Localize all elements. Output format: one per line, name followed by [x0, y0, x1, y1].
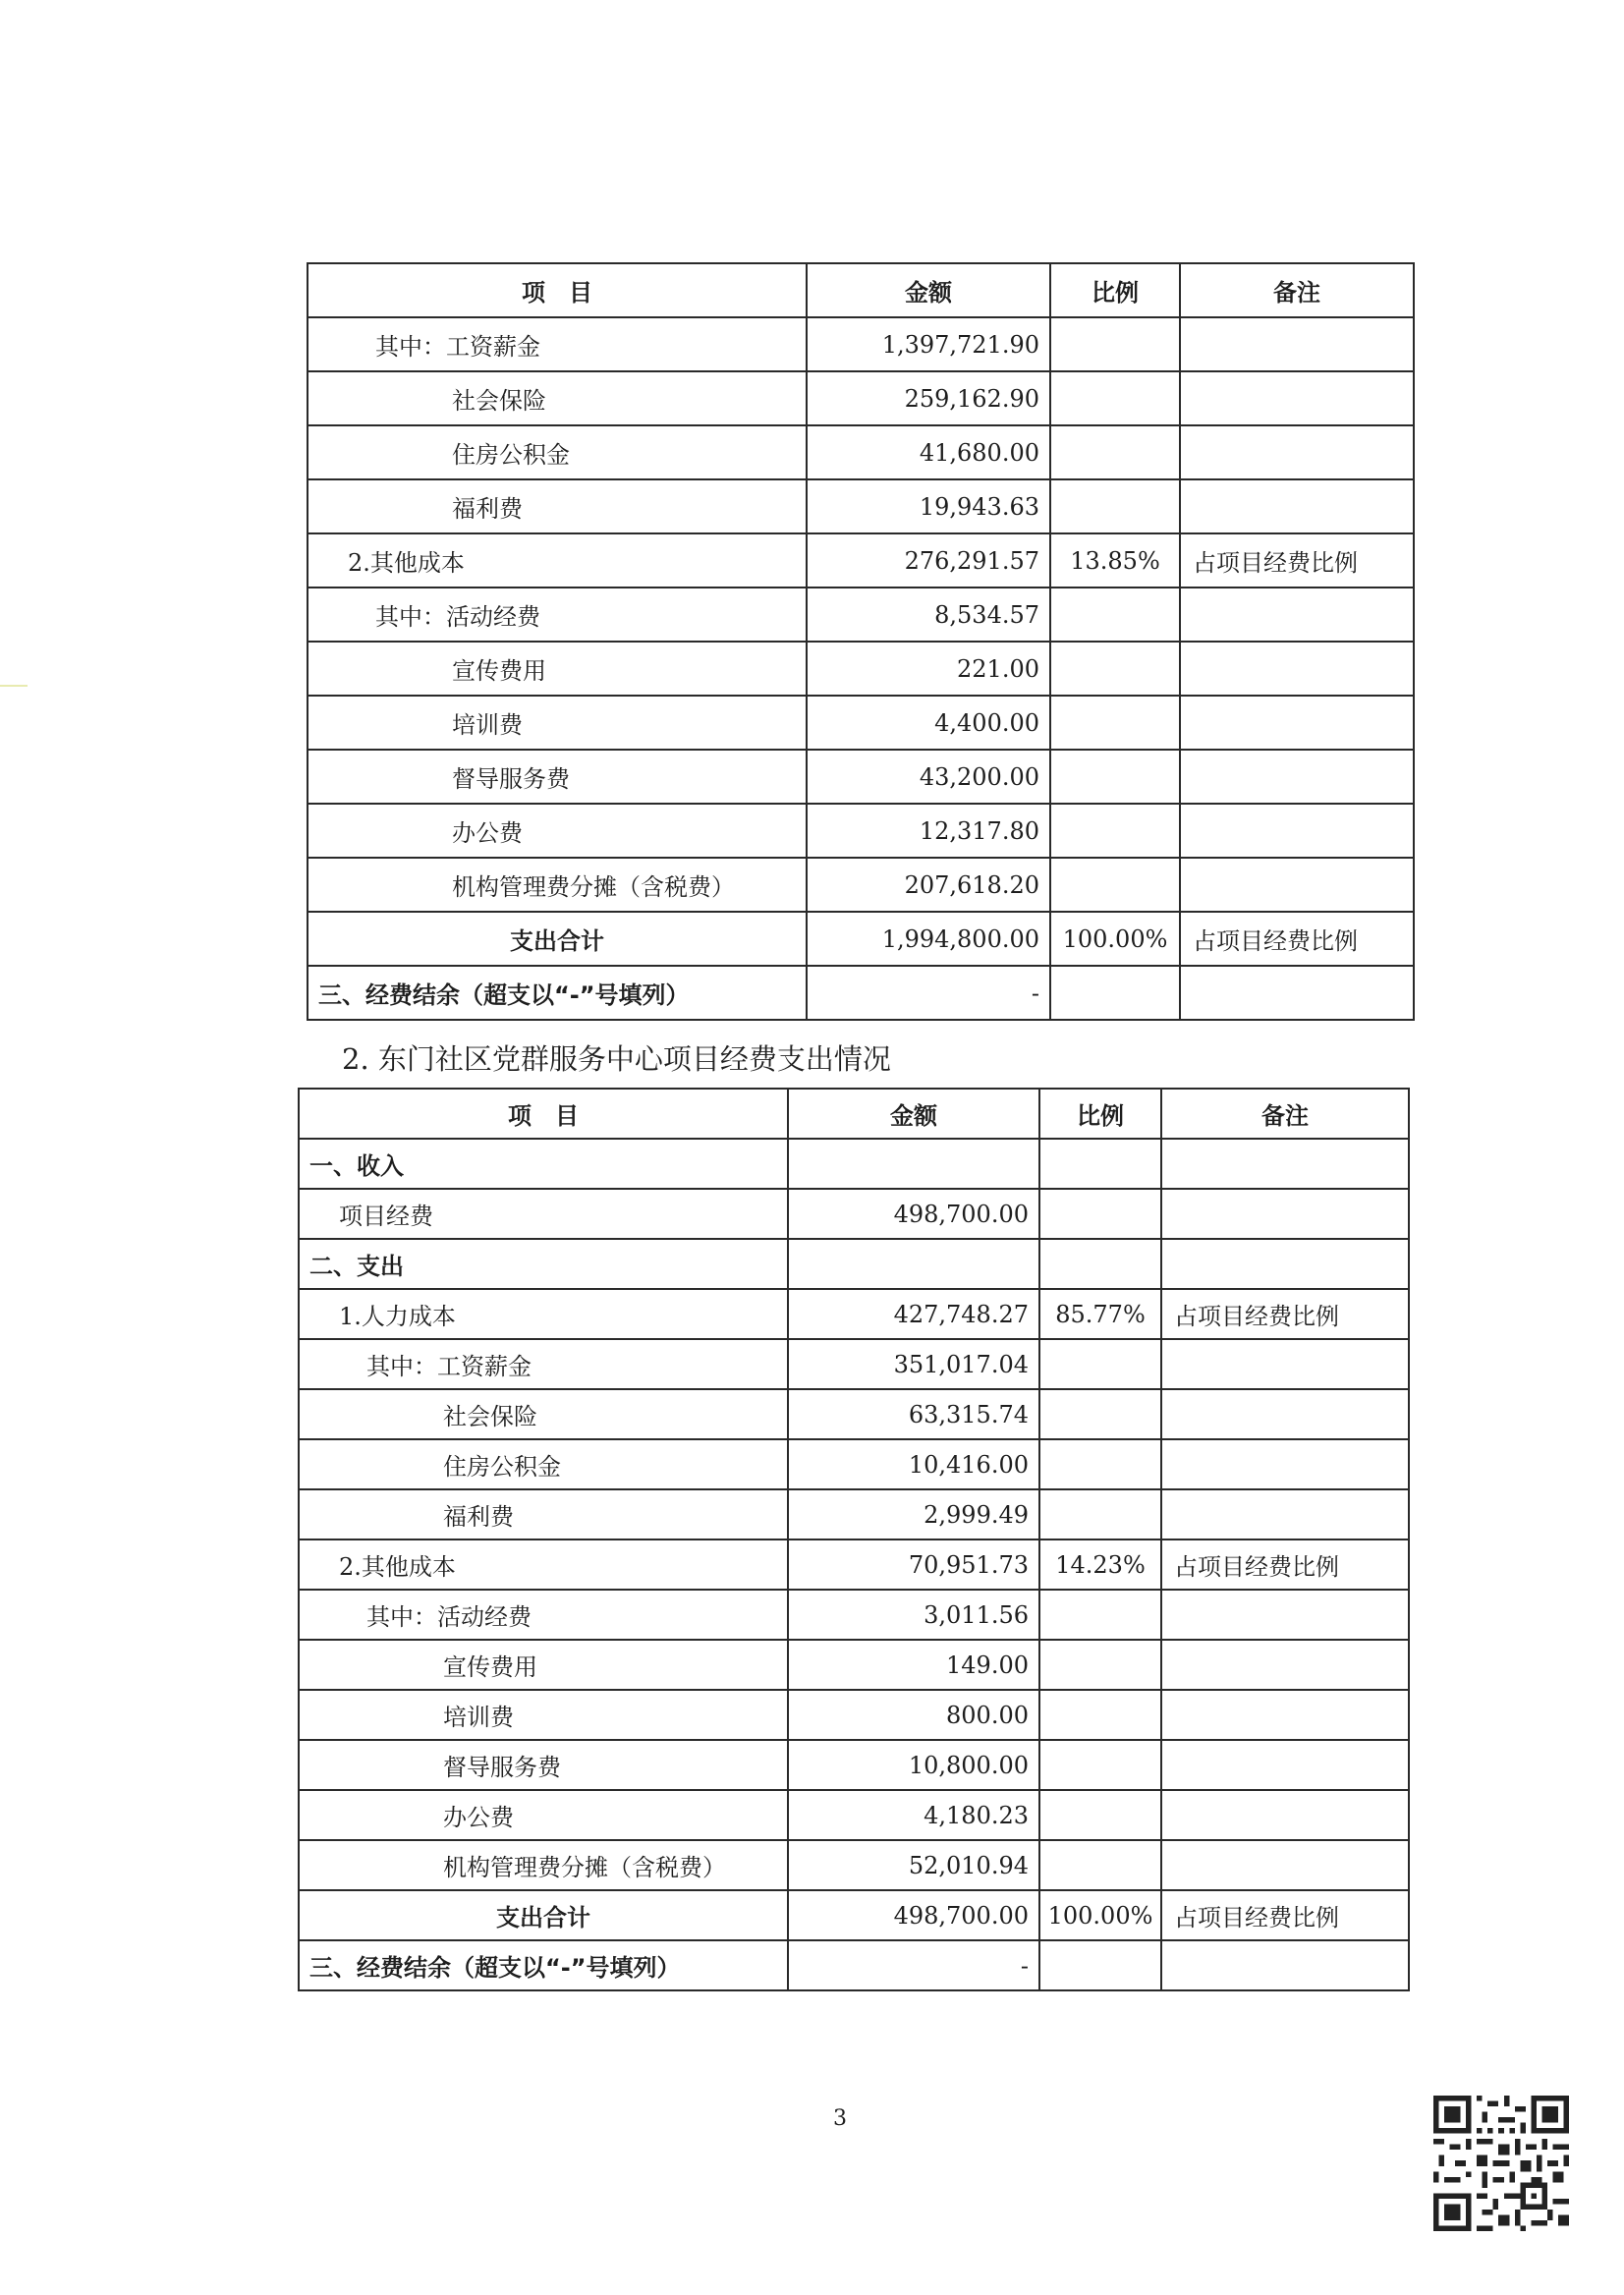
row-item: 项目经费 — [299, 1189, 788, 1239]
table-row — [308, 804, 1414, 858]
row-amount: 43,200.00 — [807, 750, 1050, 804]
row-note — [1161, 1690, 1409, 1740]
row-item: 住房公积金 — [299, 1439, 788, 1489]
row-item: 机构管理费分摊（含税费） — [299, 1840, 788, 1890]
row-item: 培训费 — [299, 1690, 788, 1740]
row-note — [1180, 588, 1414, 642]
row-note — [1161, 1389, 1409, 1439]
row-ratio — [1050, 371, 1180, 425]
row-note: 占项目经费比例 — [1180, 533, 1414, 588]
section-title: 2. 东门社区党群服务中心项目经费支出情况 — [342, 1042, 891, 1076]
table-header-row — [299, 1089, 1409, 1139]
row-amount: 259,162.90 — [807, 371, 1050, 425]
header-amount: 金额 — [788, 1089, 1039, 1139]
row-note — [1161, 1489, 1409, 1539]
header-item: 项 目 — [308, 263, 807, 317]
row-note — [1161, 1740, 1409, 1790]
row-amount: 10,800.00 — [788, 1740, 1039, 1790]
row-amount: 149.00 — [788, 1640, 1039, 1690]
row-amount: 63,315.74 — [788, 1389, 1039, 1439]
row-item: 督导服务费 — [308, 750, 807, 804]
row-item: 其中：活动经费 — [308, 588, 807, 642]
table-row-balance — [299, 1940, 1409, 1990]
row-ratio — [1039, 1940, 1161, 1990]
row-note — [1161, 1790, 1409, 1840]
row-item: 宣传费用 — [299, 1640, 788, 1690]
row-note — [1180, 479, 1414, 533]
row-note — [1161, 1840, 1409, 1890]
row-amount: 498,700.00 — [788, 1890, 1039, 1940]
row-item: 机构管理费分摊（含税费） — [308, 858, 807, 912]
row-item: 二、支出 — [299, 1239, 788, 1289]
table-row-total — [299, 1890, 1409, 1940]
table-row — [299, 1690, 1409, 1740]
table-row — [308, 696, 1414, 750]
row-ratio — [1039, 1790, 1161, 1840]
row-ratio — [1039, 1489, 1161, 1539]
row-amount — [788, 1239, 1039, 1289]
row-item: 社会保险 — [308, 371, 807, 425]
row-item: 办公费 — [308, 804, 807, 858]
table-row — [308, 371, 1414, 425]
row-amount — [788, 1139, 1039, 1189]
row-ratio: 14.23% — [1039, 1539, 1161, 1590]
row-item: 社会保险 — [299, 1389, 788, 1439]
table-row — [308, 425, 1414, 479]
row-ratio — [1050, 750, 1180, 804]
row-ratio — [1050, 479, 1180, 533]
table-row — [308, 858, 1414, 912]
row-ratio — [1050, 642, 1180, 696]
row-ratio — [1039, 1740, 1161, 1790]
row-note — [1180, 371, 1414, 425]
row-item: 督导服务费 — [299, 1740, 788, 1790]
row-ratio — [1039, 1590, 1161, 1640]
row-item: 支出合计 — [299, 1890, 788, 1940]
table-row — [308, 588, 1414, 642]
table-row — [299, 1740, 1409, 1790]
row-amount: 221.00 — [807, 642, 1050, 696]
row-amount: 4,180.23 — [788, 1790, 1039, 1840]
row-amount: 4,400.00 — [807, 696, 1050, 750]
table-row — [299, 1539, 1409, 1590]
table-row — [299, 1790, 1409, 1840]
table-row — [299, 1289, 1409, 1339]
row-ratio: 100.00% — [1039, 1890, 1161, 1940]
row-note — [1161, 1189, 1409, 1239]
header-note: 备注 — [1180, 263, 1414, 317]
row-amount: 498,700.00 — [788, 1189, 1039, 1239]
row-amount: 207,618.20 — [807, 858, 1050, 912]
row-ratio — [1039, 1139, 1161, 1189]
table-header-row — [308, 263, 1414, 317]
table-row — [308, 479, 1414, 533]
header-ratio: 比例 — [1050, 263, 1180, 317]
row-amount: 351,017.04 — [788, 1339, 1039, 1389]
row-note — [1180, 858, 1414, 912]
table-row — [299, 1590, 1409, 1640]
row-item: 住房公积金 — [308, 425, 807, 479]
row-item: 2.其他成本 — [299, 1539, 788, 1590]
row-ratio — [1050, 858, 1180, 912]
row-note — [1161, 1590, 1409, 1640]
table-row — [299, 1139, 1409, 1189]
row-item: 其中：工资薪金 — [299, 1339, 788, 1389]
header-amount: 金额 — [807, 263, 1050, 317]
row-ratio — [1039, 1239, 1161, 1289]
row-ratio — [1039, 1189, 1161, 1239]
row-amount: 3,011.56 — [788, 1590, 1039, 1640]
table-row — [299, 1489, 1409, 1539]
row-note — [1180, 750, 1414, 804]
row-ratio — [1050, 317, 1180, 371]
row-note — [1180, 642, 1414, 696]
row-amount: 19,943.63 — [807, 479, 1050, 533]
row-amount: - — [788, 1940, 1039, 1990]
table-row — [308, 317, 1414, 371]
row-amount: 2,999.49 — [788, 1489, 1039, 1539]
row-note — [1161, 1239, 1409, 1289]
table-row — [308, 750, 1414, 804]
row-ratio — [1050, 804, 1180, 858]
row-ratio — [1039, 1690, 1161, 1740]
row-ratio — [1039, 1389, 1161, 1439]
table-row — [299, 1840, 1409, 1890]
row-amount: - — [807, 966, 1050, 1020]
row-item: 三、经费结余（超支以“-”号填列） — [308, 966, 807, 1020]
row-note — [1161, 1439, 1409, 1489]
table-row-total — [308, 912, 1414, 966]
page-number: 3 — [833, 2106, 847, 2131]
row-amount: 52,010.94 — [788, 1840, 1039, 1890]
row-item: 一、收入 — [299, 1139, 788, 1189]
table-row-balance — [308, 966, 1414, 1020]
row-note — [1161, 1139, 1409, 1189]
header-ratio: 比例 — [1039, 1089, 1161, 1139]
row-note: 占项目经费比例 — [1161, 1289, 1409, 1339]
table-row — [299, 1640, 1409, 1690]
row-ratio — [1050, 425, 1180, 479]
row-note — [1180, 425, 1414, 479]
table-row — [308, 533, 1414, 588]
row-note — [1161, 1640, 1409, 1690]
row-amount: 12,317.80 — [807, 804, 1050, 858]
row-ratio — [1039, 1439, 1161, 1489]
scan-edge-mark — [0, 685, 28, 687]
row-amount: 1,397,721.90 — [807, 317, 1050, 371]
row-item: 2.其他成本 — [308, 533, 807, 588]
table-row — [299, 1389, 1409, 1439]
row-item: 支出合计 — [308, 912, 807, 966]
qr-code-icon — [1433, 2096, 1569, 2231]
row-note — [1180, 696, 1414, 750]
row-amount: 8,534.57 — [807, 588, 1050, 642]
row-ratio: 100.00% — [1050, 912, 1180, 966]
expense-table-dongmen — [298, 1088, 1410, 1991]
row-amount: 10,416.00 — [788, 1439, 1039, 1489]
row-item: 三、经费结余（超支以“-”号填列） — [299, 1940, 788, 1990]
table-row — [308, 642, 1414, 696]
row-amount: 800.00 — [788, 1690, 1039, 1740]
row-note: 占项目经费比例 — [1161, 1890, 1409, 1940]
row-amount: 41,680.00 — [807, 425, 1050, 479]
row-note — [1180, 804, 1414, 858]
row-item: 其中：活动经费 — [299, 1590, 788, 1640]
row-amount: 70,951.73 — [788, 1539, 1039, 1590]
row-item: 其中：工资薪金 — [308, 317, 807, 371]
table-row — [299, 1439, 1409, 1489]
table-row — [299, 1339, 1409, 1389]
row-note — [1180, 966, 1414, 1020]
row-note — [1161, 1940, 1409, 1990]
row-item: 福利费 — [308, 479, 807, 533]
row-item: 福利费 — [299, 1489, 788, 1539]
expense-table-continued — [307, 262, 1415, 1021]
row-amount: 276,291.57 — [807, 533, 1050, 588]
row-ratio — [1050, 966, 1180, 1020]
row-item: 宣传费用 — [308, 642, 807, 696]
row-ratio — [1050, 588, 1180, 642]
header-item: 项 目 — [299, 1089, 788, 1139]
row-item: 1.人力成本 — [299, 1289, 788, 1339]
row-note — [1161, 1339, 1409, 1389]
row-item: 培训费 — [308, 696, 807, 750]
row-ratio: 85.77% — [1039, 1289, 1161, 1339]
row-ratio: 13.85% — [1050, 533, 1180, 588]
table-row — [299, 1189, 1409, 1239]
row-item: 办公费 — [299, 1790, 788, 1840]
row-note: 占项目经费比例 — [1180, 912, 1414, 966]
table-row — [299, 1239, 1409, 1289]
row-note — [1180, 317, 1414, 371]
row-ratio — [1039, 1339, 1161, 1389]
header-note: 备注 — [1161, 1089, 1409, 1139]
row-amount: 427,748.27 — [788, 1289, 1039, 1339]
row-ratio — [1050, 696, 1180, 750]
row-amount: 1,994,800.00 — [807, 912, 1050, 966]
row-ratio — [1039, 1840, 1161, 1890]
row-ratio — [1039, 1640, 1161, 1690]
row-note: 占项目经费比例 — [1161, 1539, 1409, 1590]
